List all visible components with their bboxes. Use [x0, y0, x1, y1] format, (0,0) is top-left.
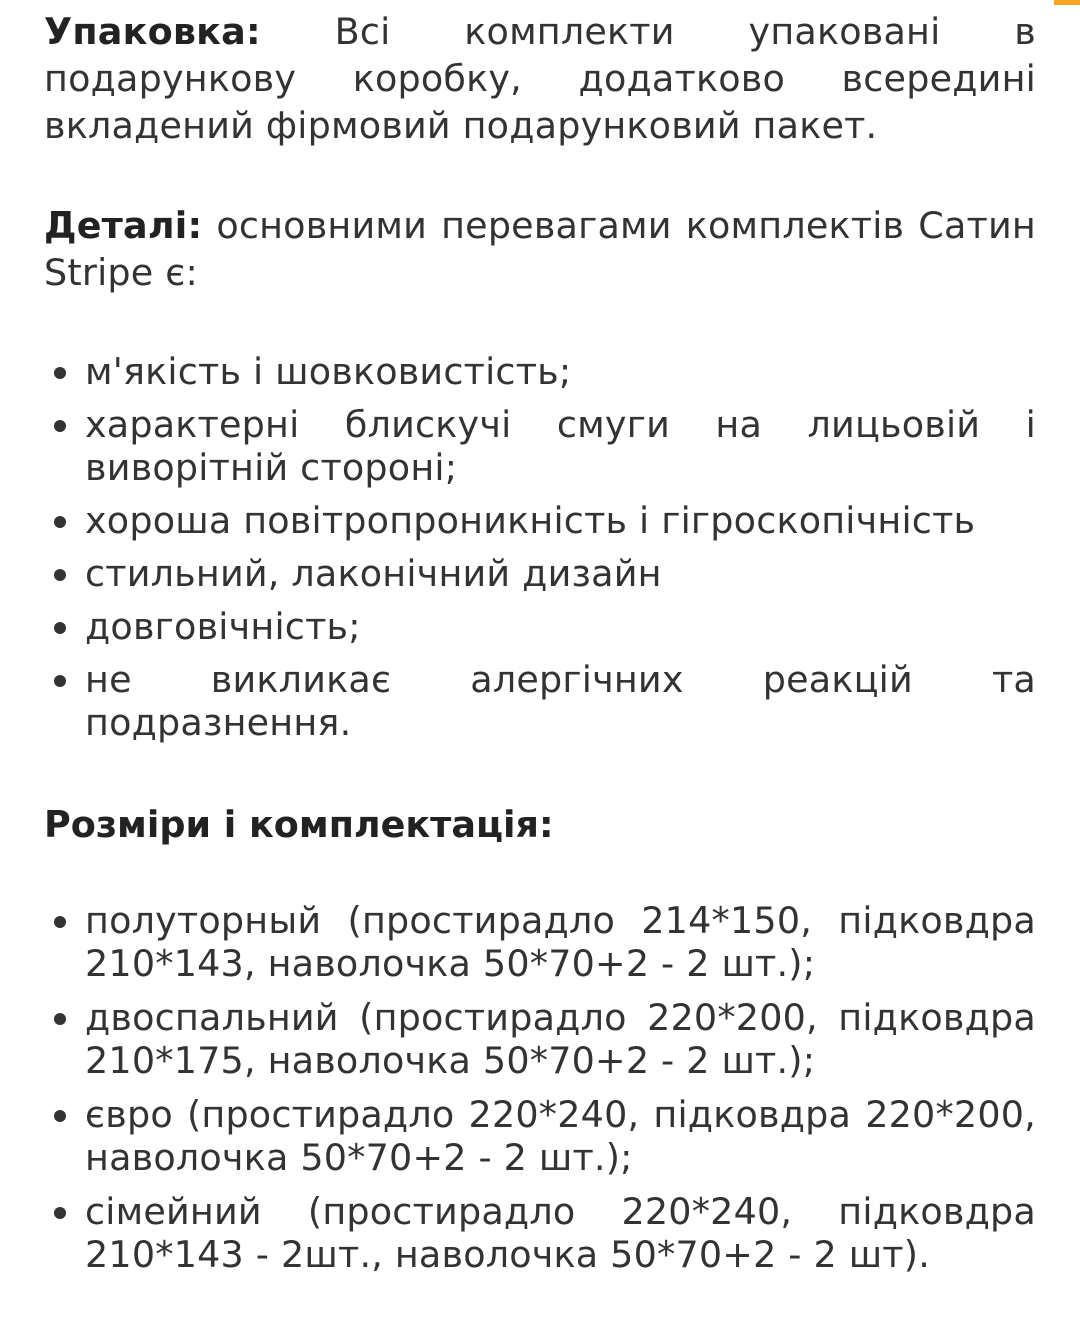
bullet-icon: [54, 420, 66, 432]
list-item-text: довговічність;: [85, 605, 361, 648]
list-item-text: м'якість і шовковистість;: [85, 350, 572, 393]
list-item: [44, 899, 1036, 985]
sizes-list: [44, 899, 1036, 1287]
list-item: [44, 552, 1036, 595]
details-text: основними перевагами комплектів Сатин Stripe є:: [44, 204, 1036, 294]
packaging-label: Упаковка:: [44, 10, 261, 53]
top-accent-bar: [1054, 0, 1080, 5]
list-item: [44, 1093, 1036, 1179]
list-item: [44, 658, 1036, 744]
bullet-icon: [54, 516, 66, 528]
bullet-icon: [54, 622, 66, 634]
list-item-text: євро (простирадло 220*240, підковдра 220*200, наволочка 50*70+2 - 2 шт.);: [85, 1093, 1036, 1179]
packaging-paragraph: [44, 8, 1036, 149]
bullet-icon: [54, 916, 66, 928]
list-item-text: полуторный (простирадло 214*150, підковдра 210*143, наволочка 50*70+2 - 2 шт.);: [85, 899, 1036, 985]
advantages-list: [44, 350, 1036, 754]
list-item: [44, 350, 1036, 393]
list-item-text: стильний, лаконічний дизайн: [85, 552, 662, 595]
bullet-icon: [54, 367, 66, 379]
list-item-text: двоспальний (простирадло 220*200, підковдра 210*175, наволочка 50*70+2 - 2 шт.);: [85, 996, 1036, 1082]
details-label: Деталі:: [44, 204, 203, 247]
list-item-text: характерні блискучі смуги на лицьовій і виворітній стороні;: [85, 403, 1036, 489]
list-item: [44, 996, 1036, 1082]
bullet-icon: [54, 1110, 66, 1122]
bullet-icon: [54, 569, 66, 581]
list-item: [44, 403, 1036, 489]
list-item: [44, 1190, 1036, 1276]
bullet-icon: [54, 1207, 66, 1219]
sizes-heading: Розміри і комплектація:: [44, 803, 554, 846]
bullet-icon: [54, 675, 66, 687]
list-item-text: сімейний (простирадло 220*240, підковдра 210*143 - 2шт., наволочка 50*70+2 - 2 шт).: [85, 1190, 1036, 1276]
details-paragraph: [44, 202, 1036, 296]
bullet-icon: [54, 1013, 66, 1025]
packaging-text: Всі комплекти упаковані в подарункову коробку, додатково всередині вкладений фірмовий подарунковий пакет.: [44, 10, 1036, 147]
list-item-text: не викликає алергічних реакцій та подразнення.: [85, 658, 1036, 744]
list-item: [44, 499, 1036, 542]
list-item: [44, 605, 1036, 648]
list-item-text: хороша повітропроникність і гігроскопічність: [85, 499, 976, 542]
